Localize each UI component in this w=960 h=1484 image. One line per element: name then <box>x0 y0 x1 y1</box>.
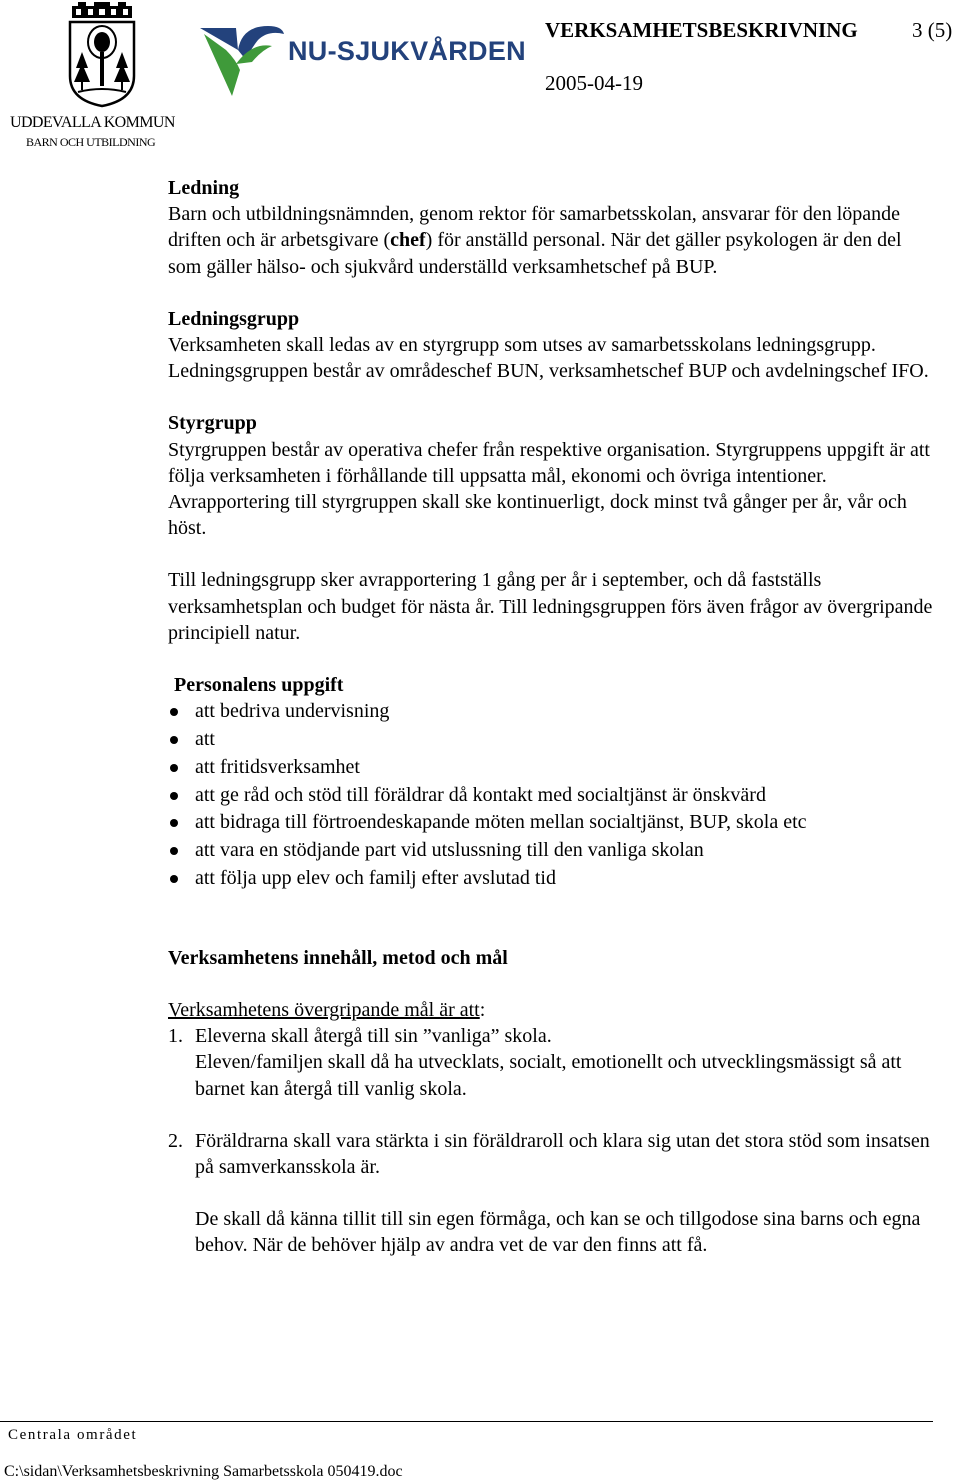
goals-intro: Verksamhetens övergripande mål är att: <box>168 999 486 1022</box>
heading-personalens-uppgift: Personalens uppgift <box>174 674 344 697</box>
list-item: att fritidsverksamhet <box>168 754 938 782</box>
heading-ledning: Ledning <box>168 177 240 199</box>
document-date: 2005-04-19 <box>545 71 643 95</box>
goals-list <box>168 1023 938 1258</box>
paragraph-styrgrupp: Styrgruppen består av operativa chefer från respektive organisation. Styrgruppens uppgift är att följa verksamheten i förhållande till uppsatta mål, ekonomi och övriga intentioner. Avrapportering till styrgruppen skall ske kontinuerligt, dock minst två gånger per år, vår och höst. <box>168 438 930 540</box>
list-item: att ge råd och stöd till föräldrar då kontakt med socialtjänst är önskvärd <box>168 782 938 810</box>
list-item: att <box>168 726 938 754</box>
personal-task-list <box>168 698 938 893</box>
organization-name: UDDEVALLA KOMMUN <box>10 114 175 131</box>
organization-department: BARN OCH UTBILDNING <box>26 135 156 149</box>
document-body <box>168 175 938 1259</box>
goal-item: 2. Föräldrarna skall vara stärkta i sin föräldraroll och klara sig utan det stora stöd som insatsen på samverkansskola är. De skall då känna tillit till sin egen förmåga, och kan se och tillgodose sina barns och egna behov. När de behöver hjälp av andra vet de var den finns att få. <box>168 1129 930 1257</box>
paragraph-ledningsgrupp-rapport: Till ledningsgrupp sker avrapportering 1 gång per år i september, och då fastställs verksamhetsplan och budget för nästa år. Till ledningsgruppen förs även frågor av övergripande principiell natur. <box>168 569 933 644</box>
page-number: 3 (5) <box>912 18 953 42</box>
nu-sjukvarden-logo-text: NU-SJUKVÅRDEN <box>288 36 526 66</box>
paragraph-ledningsgrupp: Verksamheten skall ledas av en styrgrupp som utses av samarbetsskolans ledningsgrupp. Ledningsgruppen består av områdeschef BUN, verksamhetschef BUP och avdelningschef IFO. <box>168 334 929 383</box>
heading-ledningsgrupp: Ledningsgrupp <box>168 307 300 330</box>
goal-item: 1. Eleverna skall återgå till sin ”vanliga” skola. Eleven/familjen skall då ha utvecklats, socialt, emotionellt och utvecklingsmässigt så att barnet kan återgå till vanlig skola. <box>168 1025 902 1100</box>
list-item: att vara en stödjande part vid utslussning till den vanliga skolan <box>168 837 938 865</box>
heading-styrgrupp: Styrgrupp <box>168 412 257 435</box>
list-item: att följa upp elev och familj efter avslutad tid <box>168 865 938 893</box>
document-title: VERKSAMHETSBESKRIVNING <box>545 18 858 42</box>
footer-file-path: C:\sidan\Verksamhetsbeskrivning Samarbetsskola 050419.doc <box>4 1463 403 1480</box>
footer-area-name: Centrala området <box>8 1427 138 1443</box>
list-item: att bidraga till förtroendeskapande möten mellan socialtjänst, BUP, skola etc <box>168 809 938 837</box>
list-item: att bedriva undervisning <box>168 698 938 726</box>
municipality-crest <box>66 2 138 108</box>
nu-sjukvarden-logo-icon <box>196 20 288 102</box>
heading-verksamhetens-innehall: Verksamhetens innehåll, metod och mål <box>168 946 508 969</box>
footer-divider <box>0 1421 933 1422</box>
paragraph-ledning: Barn och utbildningsnämnden, genom rektor för samarbetsskolan, ansvarar för den löpande driften och är arbetsgivare (chef) för anställd personal. När det gäller psykologen är den del som gäller hälso- och sjukvård underställd verksamhetschef på BUP. <box>168 203 902 278</box>
